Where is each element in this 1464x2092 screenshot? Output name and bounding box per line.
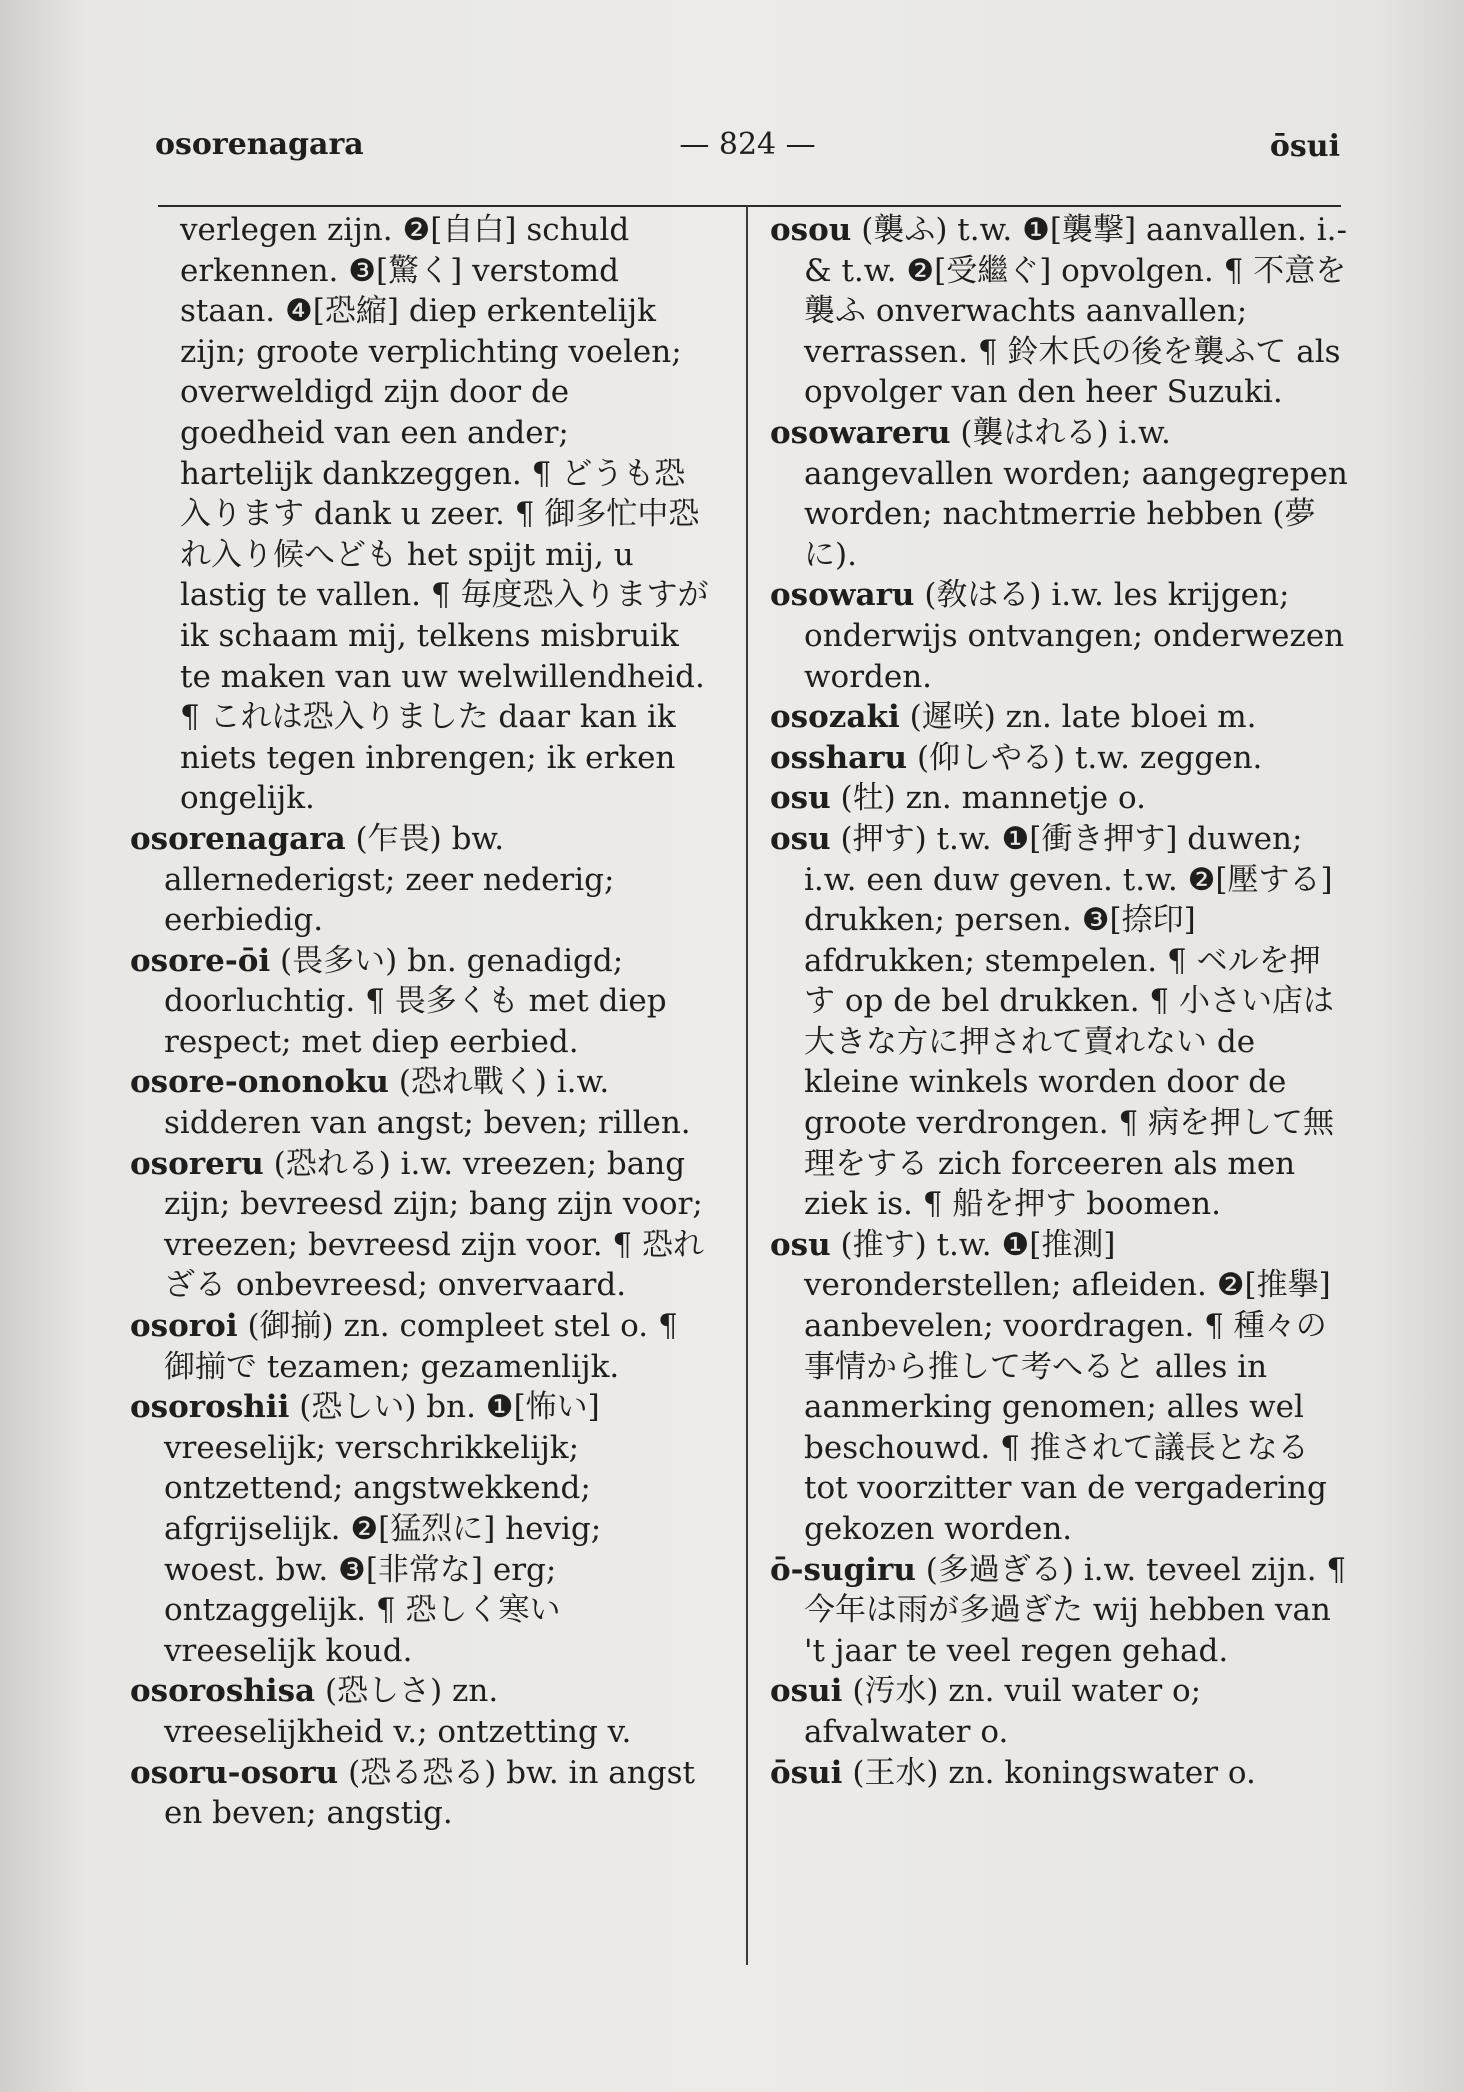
page-header: [155, 125, 1340, 169]
headword: ō-sugiru: [770, 1551, 916, 1588]
dictionary-entry: [130, 1062, 710, 1143]
entry-text: (御揃) zn. compleet stel o. ¶ 御揃で tezamen; gezamenlijk.: [164, 1308, 678, 1385]
entry-text: (推す) t.w. ❶[推測] veronderstellen; afleiden. ❷[推擧] aanbevelen; voordragen. ¶ 種々の事情から推して考へると alles in aanmerking genomen; alles wel beschouwd. ¶ 推されて議長となる tot voorzitter van de vergadering gekozen worden.: [804, 1226, 1331, 1547]
entry-text: (恐しさ) zn. vreeselijkheid v.; ontzetting v.: [164, 1673, 632, 1750]
entry-text: (畏多い) bn. genadigd; doorluchtig. ¶ 畏多くも met diep respect; met diep eerbied.: [164, 942, 667, 1060]
page-number: — 824 —: [679, 127, 816, 162]
dictionary-entry: [770, 1225, 1350, 1550]
headword: osore-ōi: [130, 942, 271, 979]
dictionary-entry: [130, 941, 710, 1063]
headword: osu: [770, 820, 831, 857]
headword: osore-ononoku: [130, 1064, 389, 1101]
entry-text: (牡) zn. mannetje o.: [840, 780, 1146, 817]
dictionary-entry: [770, 697, 1350, 738]
dictionary-entry: [130, 1671, 710, 1752]
header-left-guide-word: osorenagara: [155, 127, 364, 162]
entry-text: (乍畏) bw. allernederigst; zeer nederig; eerbiedig.: [164, 820, 615, 939]
headword: osozaki: [770, 699, 900, 736]
entry-text: (押す) t.w. ❶[衝き押す] duwen; i.w. een duw geven. t.w. ❷[壓する] drukken; persen. ❸[捺印] afdrukken; stempelen. ¶ ベルを押す op de bel drukken. ¶ 小さい店は大きな方に押されて賣れない de kleine winkels worden door de groote verdrongen. ¶ 病を押して無理をする zich forceeren als men ziek is. ¶ 船を押す boomen.: [804, 820, 1335, 1223]
right-column: [770, 210, 1350, 1793]
entry-text: (仰しやる) t.w. zeggen.: [916, 739, 1263, 776]
left-column: [130, 210, 710, 1834]
column-divider: [746, 205, 748, 1965]
dictionary-entry: [130, 819, 710, 941]
dictionary-entry: [770, 778, 1350, 819]
headword: osou: [770, 212, 852, 248]
entry-text: (襲ふ) t.w. ❶[襲撃] aanvallen. i.- & t.w. ❷[受繼ぐ] opvolgen. ¶ 不意を襲ふ onverwachts aanvallen; verrassen. ¶ 鈴木氏の後を襲ふて als opvolger van den heer Suzuki.: [804, 212, 1347, 411]
headword: osu: [770, 1226, 831, 1263]
headword: ōsui: [770, 1754, 843, 1791]
entry-text: (恐れる) i.w. vreezen; bang zijn; bevreesd zijn; bang zijn voor; vreezen; bevreesd zijn voor. ¶ 恐れざる onbevreesd; onvervaard.: [164, 1145, 705, 1304]
entry-text: verlegen zijn. ❷[自白] schuld erkennen. ❸[驚く] verstomd staan. ❹[恐縮] diep erkentelijk zijn; groote verplichting voelen; overweldigd zijn door de goedheid van een ander; hartelijk dankzeggen. ¶ どうも恐入ります dank u zeer. ¶ 御多忙中恐れ入り候へども het spijt mij, u lastig te vallen. ¶ 毎度恐入りますが ik schaam mij, telkens misbruik te maken van uw welwillendheid. ¶ これは恐入りました daar kan ik niets tegen inbrengen; ik erken ongelijk.: [180, 212, 709, 817]
entry-text: (汚水) zn. vuil water o; afvalwater o.: [804, 1673, 1202, 1750]
dictionary-entry: [770, 210, 1350, 413]
dictionary-entry: [770, 575, 1350, 697]
entry-text: (王水) zn. koningswater o.: [852, 1754, 1256, 1791]
dictionary-entry: [130, 1387, 710, 1671]
headword: osoreru: [130, 1145, 264, 1182]
entry-text: (敎はる) i.w. les krijgen; onderwijs ontvangen; onderwezen worden.: [804, 577, 1345, 695]
headword: osowaru: [770, 577, 915, 614]
dictionary-entry: [130, 1753, 710, 1834]
headword: osoroshisa: [130, 1673, 316, 1710]
headword: osoroi: [130, 1308, 238, 1345]
headword: osoroshii: [130, 1389, 290, 1426]
entry-text: (多過ぎる) i.w. teveel zijn. ¶ 今年は雨が多過ぎた wij hebben van 't jaar te veel regen gehad.: [804, 1551, 1347, 1669]
headword: ossharu: [770, 739, 908, 776]
headword: osorenagara: [130, 820, 346, 857]
dictionary-entry: [770, 413, 1350, 575]
headword: osowareru: [770, 414, 951, 451]
headword: osu: [770, 780, 831, 817]
dictionary-entry: [770, 1671, 1350, 1752]
entry-continuation: [130, 210, 710, 819]
dictionary-entry: [770, 738, 1350, 779]
dictionary-entry: [130, 1306, 710, 1387]
dictionary-entry: [770, 1753, 1350, 1794]
dictionary-entry: [770, 819, 1350, 1225]
entry-text: (恐る恐る) bw. in angst en beven; angstig.: [164, 1754, 695, 1832]
entry-text: (恐れ戰く) i.w. sidderen van angst; beven; rillen.: [164, 1064, 691, 1142]
entry-text: (遲咲) zn. late bloei m.: [909, 699, 1257, 736]
dictionary-entry: [130, 1144, 710, 1306]
dictionary-entry: [770, 1550, 1350, 1672]
entry-text: (襲はれる) i.w. aangevallen worden; aangegrepen worden; nachtmerrie hebben (夢に).: [804, 414, 1348, 573]
header-rule: [158, 205, 1341, 207]
headword: osoru-osoru: [130, 1754, 339, 1791]
header-right-guide-word: ōsui: [1269, 129, 1340, 164]
headword: osui: [770, 1673, 843, 1710]
entry-text: (恐しい) bn. ❶[怖い] vreeselijk; verschrikkelijk; ontzettend; angstwekkend; afgrijselijk. ❷[猛烈に] hevig; woest. bw. ❸[非常な] erg; ontzaggelijk. ¶ 恐しく寒い vreeselijk koud.: [164, 1389, 602, 1669]
